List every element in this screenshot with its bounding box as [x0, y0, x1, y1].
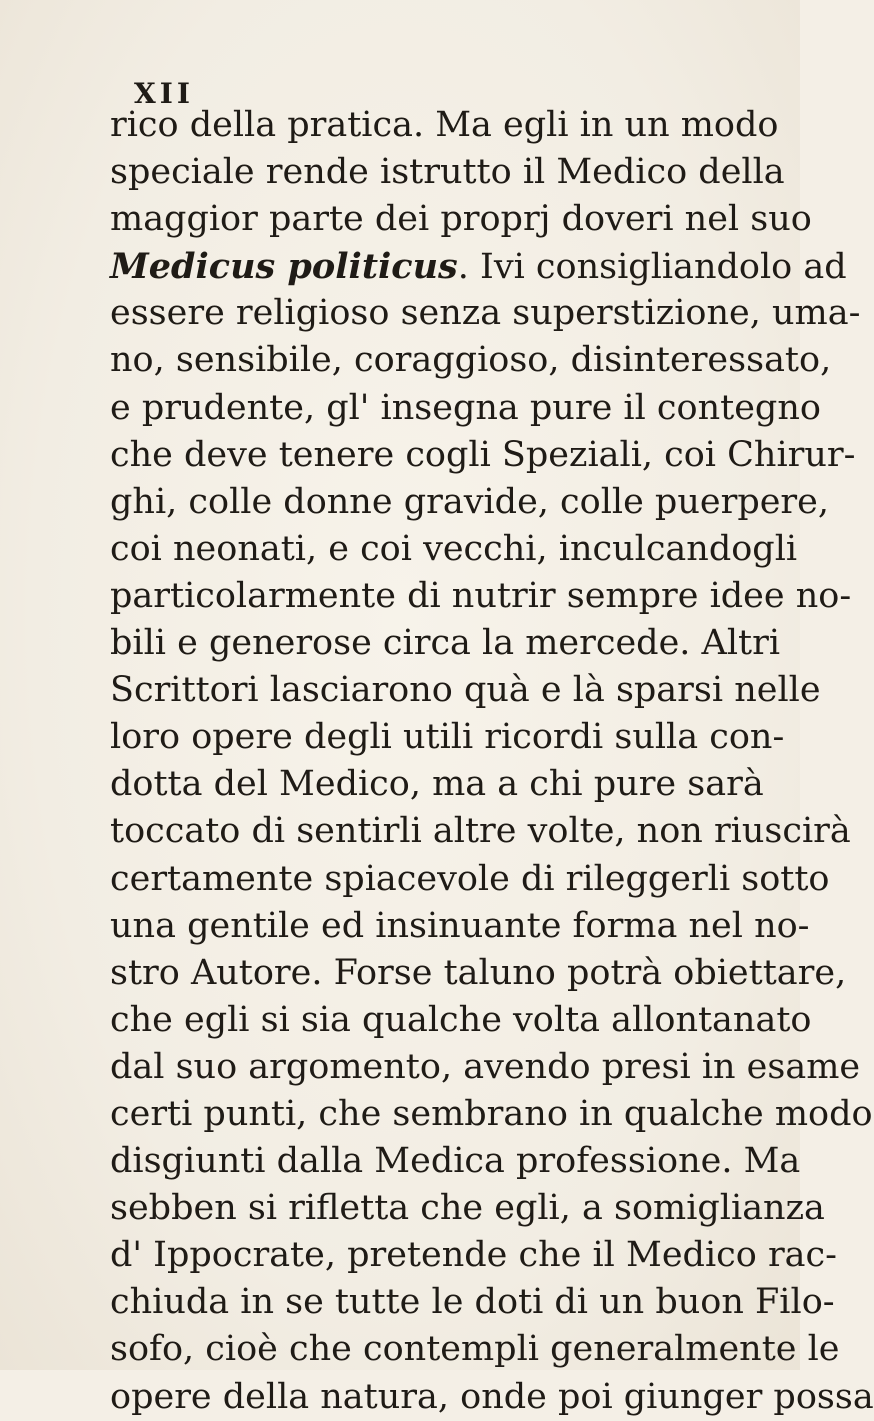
- text-line-8: che deve tenere cogli Speziali, coi Chirur-: [110, 434, 856, 475]
- text-line-27: sofo, cioè che contempli generalmente le: [110, 1329, 840, 1370]
- body-text: [110, 102, 874, 1421]
- text-line-21: dal suo argomento, avendo presi in esame: [110, 1046, 861, 1087]
- text-line-22: certi punti, che sembrano in qualche modo: [110, 1093, 873, 1134]
- text-line-28: opere della natura, onde poi giunger possa: [110, 1376, 874, 1417]
- text-line-12: bili e generose circa la mercede. Altri: [110, 623, 781, 664]
- text-line-2: speciale rende istrutto il Medico della: [110, 152, 785, 193]
- text-line-23: disgiunti dalla Medica professione. Ma: [110, 1141, 801, 1182]
- text-line-16: toccato di sentirli altre volte, non riuscirà: [110, 811, 851, 852]
- text-line-1: rico della pratica. Ma egli in un modo: [110, 105, 779, 145]
- text-line-14: loro opere degli utili ricordi sulla con-: [110, 717, 785, 758]
- text-line-5: essere religioso senza superstizione, uma-: [110, 293, 861, 334]
- text-line-20: che egli si sia qualche volta allontanato: [110, 999, 812, 1040]
- text-line-26: chiuda in se tutte le doti di un buon Filo-: [110, 1282, 835, 1323]
- text-line-18: una gentile ed insinuante forma nel no-: [110, 905, 810, 946]
- text-line-10: coi neonati, e coi vecchi, inculcandogli: [110, 528, 798, 569]
- book-title-italic: Medicus politicus: [110, 246, 458, 288]
- text-line-3: maggior parte dei proprj doveri nel suo: [110, 199, 812, 240]
- text-line-13: Scrittori lasciarono quà e là sparsi nelle: [110, 670, 821, 711]
- text-line-9: ghi, colle donne gravide, colle puerpere,: [110, 481, 830, 522]
- page-number: XII: [134, 77, 194, 110]
- text-line-4-rest: . Ivi consigliandolo ad: [457, 247, 847, 288]
- text-line-7: e prudente, gl' insegna pure il contegno: [110, 387, 821, 428]
- text-line-4: [110, 243, 847, 290]
- text-line-15: dotta del Medico, ma a chi pure sarà: [110, 764, 764, 805]
- text-line-6: no, sensibile, coraggioso, disinteressato,: [110, 340, 832, 381]
- text-line-19: stro Autore. Forse taluno potrà obiettare,: [110, 952, 847, 993]
- text-line-25: d' Ippocrate, pretende che il Medico rac-: [110, 1235, 837, 1276]
- text-line-24: sebben si rifletta che egli, a somiglianza: [110, 1188, 825, 1229]
- text-line-11: particolarmente di nutrir sempre idee no-: [110, 575, 852, 616]
- text-line-17: certamente spiacevole di rileggerli sotto: [110, 858, 830, 899]
